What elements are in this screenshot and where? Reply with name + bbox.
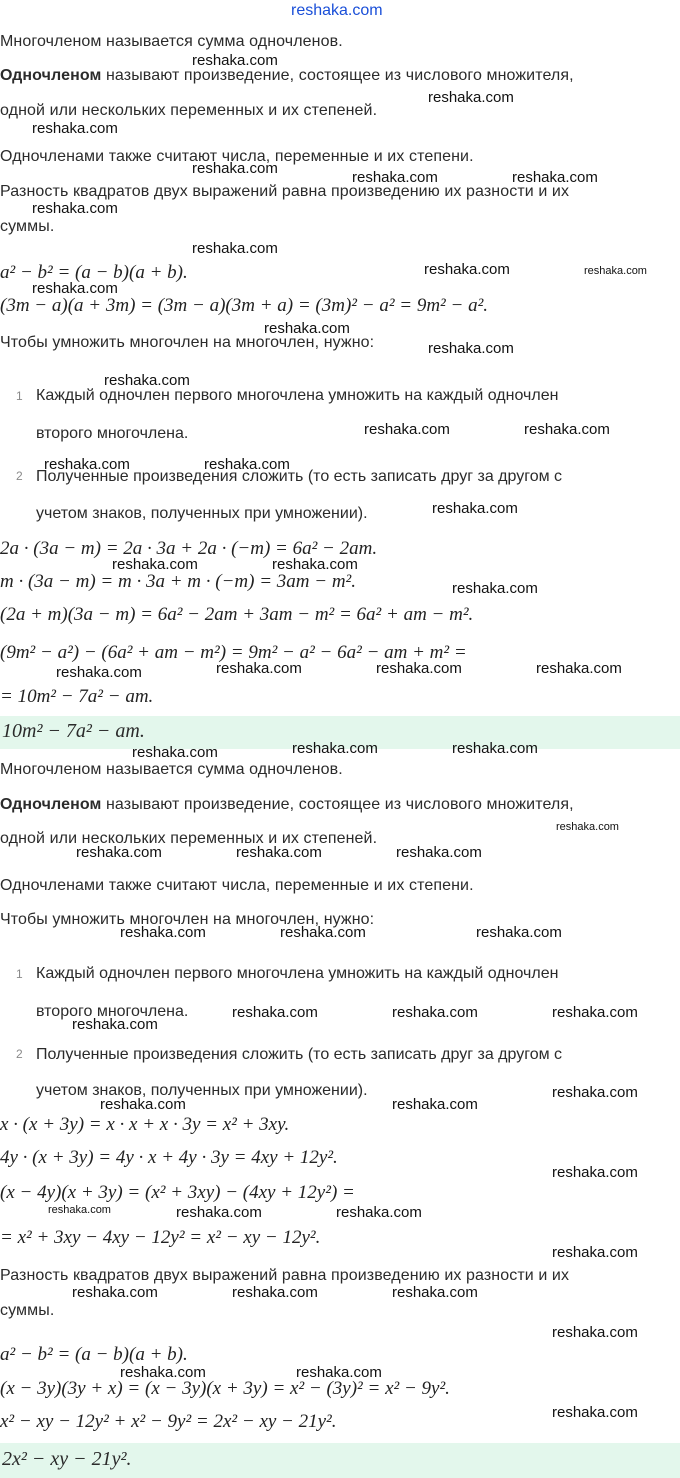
watermark: reshaka.com — [552, 1084, 638, 1101]
list-item-text: учетом знаков, полученных при умножении). — [36, 1082, 368, 1099]
list-number: 2 — [16, 469, 23, 483]
rule-intro: Чтобы умножить многочлен на многочлен, нужно: — [0, 334, 375, 351]
list-number: 1 — [16, 967, 23, 981]
watermark: reshaka.com — [32, 200, 118, 217]
watermark: reshaka.com — [272, 556, 358, 573]
watermark: reshaka.com — [336, 1204, 422, 1221]
monomials-also: Одночленами также считают числа, переменные и их степени. — [0, 148, 474, 165]
definition-monomial-text: называют произведение, состоящее из числового множителя, — [101, 796, 574, 813]
watermark: reshaka.com — [432, 500, 518, 517]
watermark: reshaka.com — [552, 1324, 638, 1341]
watermark: reshaka.com — [392, 1004, 478, 1021]
watermark: reshaka.com — [552, 1164, 638, 1181]
monomials-also: Одночленами также считают числа, переменные и их степени. — [0, 877, 474, 894]
watermark: reshaka.com — [524, 421, 610, 438]
list-item-text: Каждый одночлен первого многочлена умножить на каждый одночлен — [36, 387, 559, 404]
watermark: reshaka.com — [392, 1284, 478, 1301]
watermark: reshaka.com — [552, 1244, 638, 1261]
watermark: reshaka.com — [512, 169, 598, 186]
watermark: reshaka.com — [232, 1284, 318, 1301]
equation: = x² + 3xy − 4xy − 12y² = x² − xy − 12y². — [0, 1227, 321, 1248]
watermark: reshaka.com — [192, 52, 278, 69]
equation: x² − xy − 12y² + x² − 9y² = 2x² − xy − 21y². — [0, 1411, 337, 1432]
watermark: reshaka.com — [428, 340, 514, 357]
definition-monomial-cont: одной или нескольких переменных и их степеней. — [0, 102, 378, 119]
watermark: reshaka.com — [192, 240, 278, 257]
list-item-text: Полученные произведения сложить (то есть записать друг за другом с — [36, 468, 563, 485]
watermark: reshaka.com — [428, 89, 514, 106]
watermark: reshaka.com — [556, 821, 619, 833]
watermark: reshaka.com — [476, 924, 562, 941]
watermark: reshaka.com — [552, 1404, 638, 1421]
definition-monomial — [0, 66, 574, 86]
equation: x · (x + 3y) = x · x + x · 3y = x² + 3xy. — [0, 1114, 290, 1135]
watermark: reshaka.com — [192, 160, 278, 177]
watermark: reshaka.com — [536, 660, 622, 677]
list-item-text: второго многочлена. — [36, 425, 189, 442]
diff-squares-rule: Разность квадратов двух выражений равна произведению их разности и их — [0, 183, 570, 200]
list-item-text: учетом знаков, полученных при умножении). — [36, 505, 368, 522]
equation: 2a · (3a − m) = 2a · 3a + 2a · (−m) = 6a² − 2am. — [0, 538, 378, 559]
watermark: reshaka.com — [72, 1016, 158, 1033]
equation: = 10m² − 7a² − am. — [0, 686, 154, 707]
equation: (9m² − a²) − (6a² + am − m²) = 9m² − a² − 6a² − am + m² = — [0, 642, 467, 663]
watermark: reshaka.com — [48, 1204, 111, 1216]
term-monomial: Одночленом — [0, 796, 102, 813]
watermark: reshaka.com — [76, 844, 162, 861]
watermark: reshaka.com — [100, 1096, 186, 1113]
definition-monomial-cont: одной или нескольких переменных и их степеней. — [0, 830, 378, 847]
definition-polynomial: Многочленом называется сумма одночленов. — [0, 761, 343, 778]
equation: (2a + m)(3a − m) = 6a² − 2am + 3am − m² = 6a² + am − m². — [0, 604, 474, 625]
equation: (x − 3y)(3y + x) = (x − 3y)(x + 3y) = x² − (3y)² = x² − 9y². — [0, 1378, 450, 1399]
watermark: reshaka.com — [72, 1284, 158, 1301]
answer-text: 2x² − xy − 21y². — [2, 1448, 132, 1470]
watermark: reshaka.com — [552, 1004, 638, 1021]
watermark: reshaka.com — [176, 1204, 262, 1221]
diff-squares-rule: Разность квадратов двух выражений равна произведению их разности и их — [0, 1267, 570, 1284]
watermark: reshaka.com — [264, 320, 350, 337]
watermark: reshaka.com — [296, 1364, 382, 1381]
diff-squares-rule-cont: суммы. — [0, 1302, 55, 1319]
formula-diff-squares: a² − b² = (a − b)(a + b). — [0, 1344, 188, 1365]
formula-diff-squares: a² − b² = (a − b)(a + b). — [0, 262, 188, 283]
term-monomial: Одночленом — [0, 67, 102, 84]
watermark: reshaka.com — [216, 660, 302, 677]
rule-intro: Чтобы умножить многочлен на многочлен, нужно: — [0, 911, 375, 928]
watermark: reshaka.com — [584, 265, 647, 277]
definition-polynomial: Многочленом называется сумма одночленов. — [0, 33, 343, 50]
equation: (3m − a)(a + 3m) = (3m − a)(3m + a) = (3m)² − a² = 9m² − a². — [0, 295, 489, 316]
list-number: 2 — [16, 1047, 23, 1061]
equation: m · (3a − m) = m · 3a + m · (−m) = 3am − m². — [0, 571, 356, 592]
definition-monomial-text: называют произведение, состоящее из числового множителя, — [101, 67, 574, 84]
watermark: reshaka.com — [204, 456, 290, 473]
watermark: reshaka.com — [236, 844, 322, 861]
watermark: reshaka.com — [452, 740, 538, 757]
equation: 4y · (x + 3y) = 4y · x + 4y · 3y = 4xy + 12y². — [0, 1147, 338, 1168]
watermark: reshaka.com — [32, 120, 118, 137]
watermark: reshaka.com — [352, 169, 438, 186]
watermark: reshaka.com — [376, 660, 462, 677]
watermark: reshaka.com — [364, 421, 450, 438]
watermark: reshaka.com — [452, 580, 538, 597]
watermark: reshaka.com — [396, 844, 482, 861]
watermark: reshaka.com — [392, 1096, 478, 1113]
watermark: reshaka.com — [120, 1364, 206, 1381]
watermark: reshaka.com — [232, 1004, 318, 1021]
list-item-text: Каждый одночлен первого многочлена умножить на каждый одночлен — [36, 965, 559, 982]
watermark: reshaka.com — [291, 2, 383, 19]
list-number: 1 — [16, 389, 23, 403]
watermark: reshaka.com — [44, 456, 130, 473]
watermark: reshaka.com — [132, 744, 218, 761]
watermark: reshaka.com — [424, 261, 510, 278]
watermark: reshaka.com — [104, 372, 190, 389]
watermark: reshaka.com — [120, 924, 206, 941]
diff-squares-rule-cont: суммы. — [0, 218, 55, 235]
answer-text: 10m² − 7a² − am. — [2, 720, 145, 742]
watermark: reshaka.com — [292, 740, 378, 757]
watermark: reshaka.com — [280, 924, 366, 941]
watermark: reshaka.com — [32, 280, 118, 297]
answer-box — [0, 1443, 680, 1478]
equation: (x − 4y)(x + 3y) = (x² + 3xy) − (4xy + 12y²) = — [0, 1182, 355, 1203]
list-item-text: второго многочлена. — [36, 1003, 189, 1020]
list-item-text: Полученные произведения сложить (то есть записать друг за другом с — [36, 1046, 563, 1063]
definition-monomial — [0, 795, 574, 815]
watermark: reshaka.com — [56, 664, 142, 681]
watermark: reshaka.com — [112, 556, 198, 573]
